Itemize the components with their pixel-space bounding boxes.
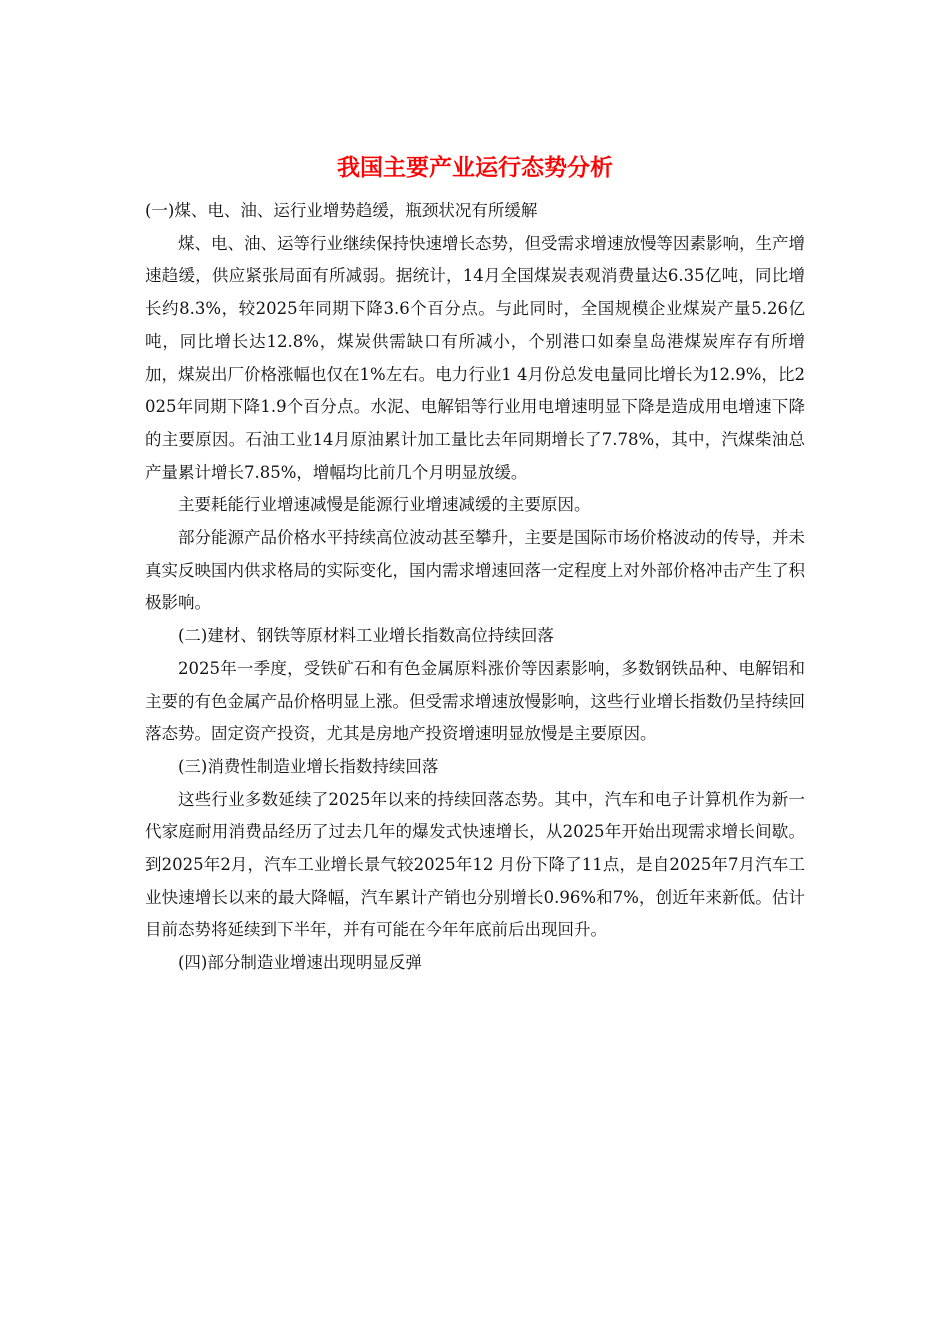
section-heading-2: (二)建材、钢铁等原材料工业增长指数高位持续回落 (178, 626, 554, 646)
document-body (145, 195, 805, 980)
body-paragraph: 部分能源产品价格水平持续高位波动甚至攀升，主要是国际市场价格波动的传导，并未真实反映国内供求格局的实际变化，国内需求增速回落一定程度上对外部价格冲击产生了积极影响。 (145, 528, 805, 613)
body-paragraph: 煤、电、油、运等行业继续保持快速增长态势，但受需求增速放慢等因素影响，生产增速趋缓，供应紧张局面有所减弱。据统计，14月全国煤炭表观消费量达6.35亿吨，同比增长约8.3%，较2025年同期下降3.6个百分点。与此同时，全国规模企业煤炭产量5.26亿吨，同比增长达12.8%，煤炭供需缺口有所减小，个别港口如秦皇岛港煤炭库存有所增加，煤炭出厂价格涨幅也仅在1%左右。电力行业1 4月份总发电量同比增长为12.9%，比2025年同期下降1.9个百分点。水泥、电解铝等行业用电增速明显下降是造成用电增速下降的主要原因。石油工业14月原油累计加工量比去年同期增长了7.78%，其中，汽煤柴油总产量累计增长7.85%，增幅均比前几个月明显放缓。 (145, 233, 805, 482)
body-paragraph: 这些行业多数延续了2025年以来的持续回落态势。其中，汽车和电子计算机作为新一代家庭耐用消费品经历了过去几年的爆发式快速增长，从2025年开始出现需求增长间歇。到2025年2月，汽车工业增长景气较2025年12 月份下降了11点，是自2025年7月汽车工业快速增长以来的最大降幅，汽车累计产销也分别增长0.96%和7%，创近年来新低。估计目前态势将延续到下半年，并有可能在今年年底前后出现回升。 (145, 789, 805, 940)
section-heading-3: (三)消费性制造业增长指数持续回落 (178, 756, 439, 776)
document-title: 我国主要产业运行态势分析 (337, 154, 613, 181)
section-heading-4: (四)部分制造业增速出现明显反弹 (178, 953, 422, 973)
section-heading-1: (一)煤、电、油、运行业增势趋缓，瓶颈状况有所缓解 (145, 201, 538, 220)
body-paragraph: 主要耗能行业增速减慢是能源行业增速减缓的主要原因。 (178, 495, 591, 515)
body-paragraph: 2025年一季度，受铁矿石和有色金属原料涨价等因素影响，多数钢铁品种、电解铝和主要的有色金属产品价格明显上涨。但受需求增速放慢影响，这些行业增长指数仍呈持续回落态势。固定资产投资，尤其是房地产投资增速明显放慢是主要原因。 (145, 658, 805, 744)
